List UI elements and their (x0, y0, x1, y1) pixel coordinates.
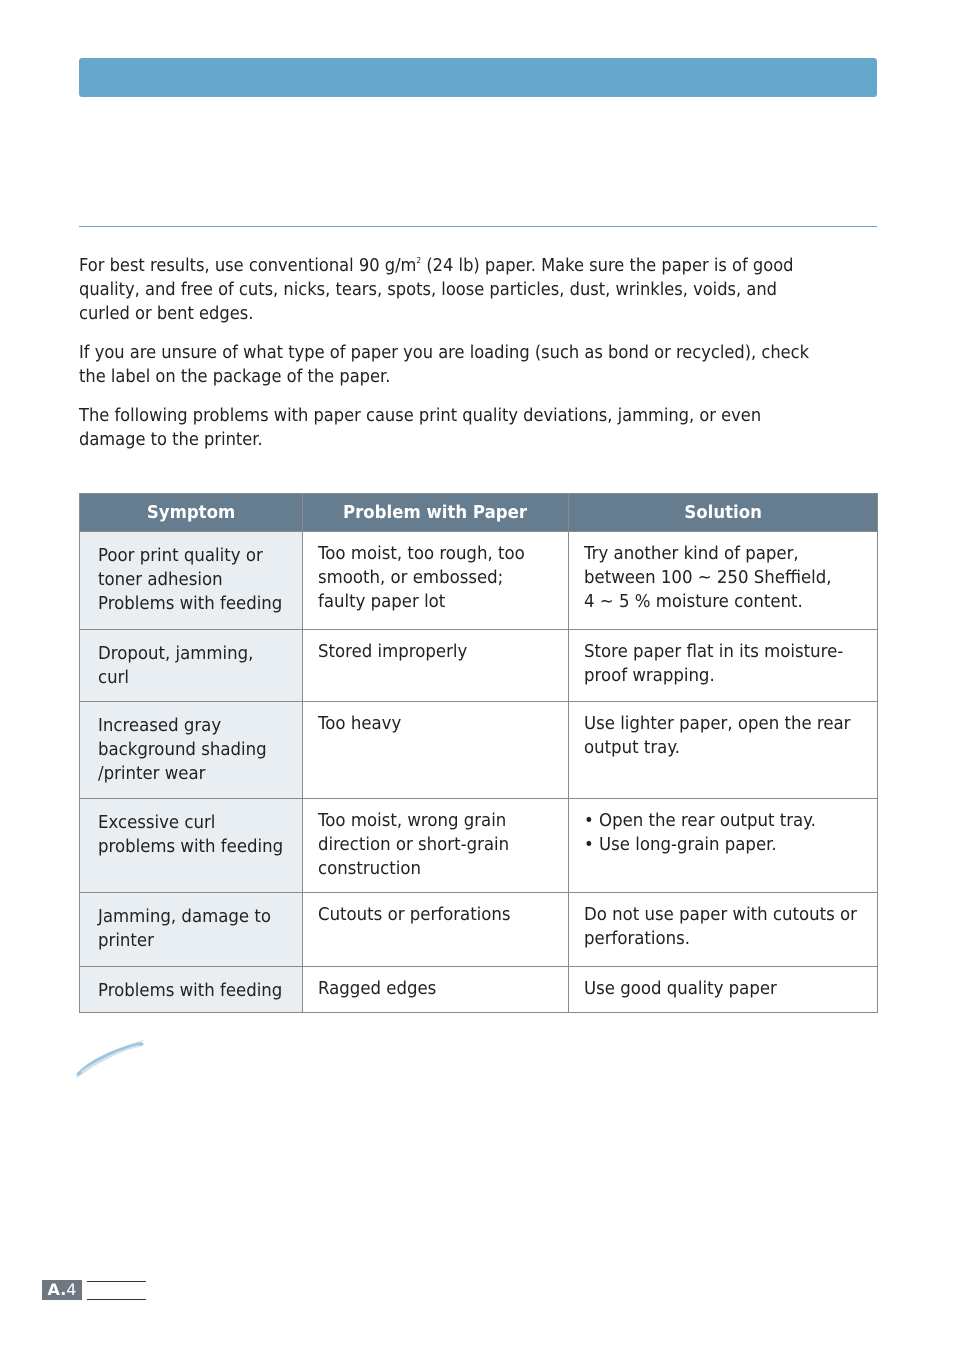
intro-paragraph-2: If you are unsure of what type of paper you are loading (such as bond or recycled), check the label on the package of the paper. (79, 343, 810, 387)
table-header-row (80, 494, 878, 532)
table-row (80, 893, 878, 967)
problem-cell: Too heavy (303, 702, 569, 799)
intro-paragraph-3: The following problems with paper cause print quality deviations, jamming, or even damage to the printer. (79, 406, 762, 450)
problem-cell: Cutouts or perforations (303, 893, 569, 967)
page-number-badge: A.4 (42, 1280, 82, 1300)
header-solution: Solution (569, 494, 878, 532)
paper-problems-table (79, 493, 878, 1013)
problem-cell: Too moist, too rough, too smooth, or embossed; faulty paper lot (303, 532, 569, 630)
solution-cell: Use lighter paper, open the rear output tray. (569, 702, 878, 799)
problem-cell: Ragged edges (303, 967, 569, 1013)
table-row (80, 702, 878, 799)
solution-cell: Do not use paper with cutouts or perforations. (569, 893, 878, 967)
symptom-cell: Dropout, jamming, curl (80, 630, 303, 702)
solution-cell: Try another kind of paper, between 100 ~ 250 Sheffield, 4 ~ 5 % moisture content. (569, 532, 878, 630)
symptom-cell: Excessive curl problems with feeding (80, 799, 303, 893)
problem-cell: Too moist, wrong grain direction or short-grain construction (303, 799, 569, 893)
table-row (80, 967, 878, 1013)
header-bar (79, 58, 877, 97)
intro-text (79, 254, 823, 467)
footer-rule-top (87, 1281, 146, 1282)
table-row (80, 799, 878, 893)
section-rule (79, 226, 877, 227)
symptom-cell: Poor print quality or toner adhesion Problems with feeding (80, 532, 303, 630)
table-row (80, 532, 878, 630)
solution-cell: Store paper flat in its moisture- proof wrapping. (569, 630, 878, 702)
symptom-cell: Increased gray background shading /printer wear (80, 702, 303, 799)
brush-stroke-icon (72, 1036, 147, 1082)
intro-paragraph-1: For best results, use conventional 90 $g/m^2$ (24 lb) paper. Make sure the paper is of good quality, and free of cuts, nicks, tears, spots, loose particles, dust, wrinkles, voids, and curled or bent edges. (79, 256, 794, 324)
symptom-cell: Problems with feeding (80, 967, 303, 1013)
header-symptom: Symptom (80, 494, 303, 532)
problem-cell: Stored improperly (303, 630, 569, 702)
solution-cell: • Open the rear output tray. • Use long-grain paper. (569, 799, 878, 893)
symptom-cell: Jamming, damage to printer (80, 893, 303, 967)
solution-cell: Use good quality paper (569, 967, 878, 1013)
header-problem: Problem with Paper (303, 494, 569, 532)
footer-rule-bottom (87, 1299, 146, 1300)
table-row (80, 630, 878, 702)
